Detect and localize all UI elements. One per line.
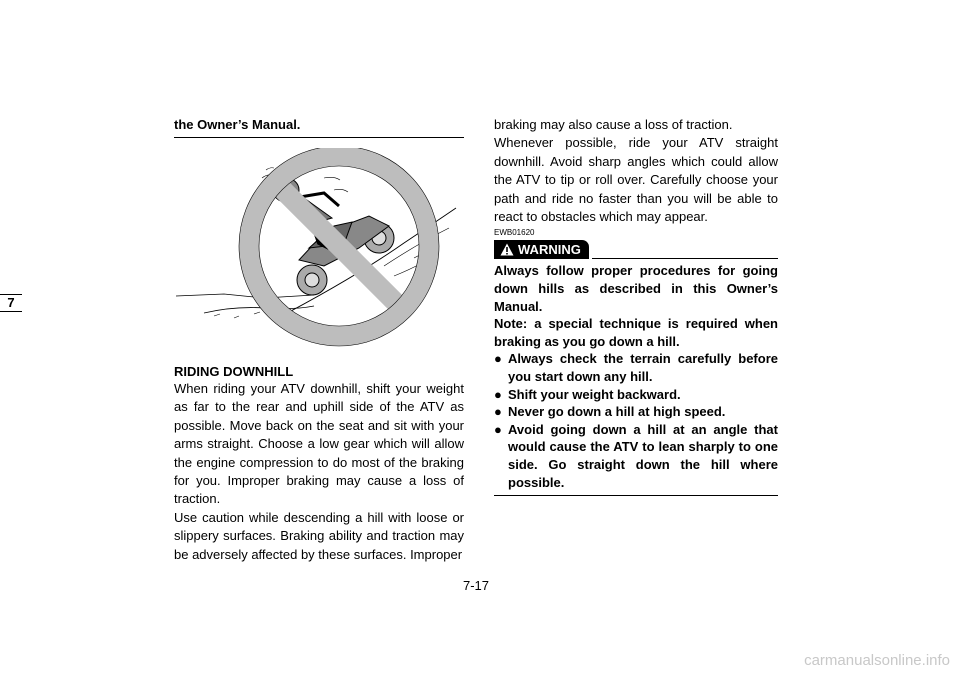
page-number: 7-17 (463, 578, 490, 593)
warning-body (494, 262, 778, 491)
bullet-icon: ● (494, 421, 502, 437)
warning-paragraph: Note: a special technique is required when braking as you go down a hill. (494, 316, 778, 349)
right-paragraph: Whenever possible, ride your ATV straight downhill. Avoid sharp angles which could allow the ATV to tip or roll over. Carefully choose your path and ride no faster than you will be able to react to obstacles which may appear. (494, 135, 778, 225)
list-item: ● Shift your weight backward. (494, 386, 681, 402)
bullet-icon: ● (494, 351, 502, 367)
warning-header (494, 239, 778, 259)
left-body (174, 380, 464, 564)
warning-paragraph: Always follow proper procedures for going down hills as described in this Owner’s Manual. (494, 263, 778, 314)
warning-rule (592, 258, 778, 259)
warning-end-rule (494, 495, 778, 496)
downhill-illustration (174, 148, 464, 360)
left-paragraph: Use caution while descending a hill with loose or slippery surfaces. Braking ability and traction may be adversely affected by these surfaces. Improper (174, 509, 464, 562)
section-heading: RIDING DOWNHILL (174, 364, 294, 379)
left-column (174, 116, 464, 138)
list-item: ● Always check the terrain carefully before you start down any hill. (494, 351, 778, 384)
subtitle-rule (174, 137, 464, 138)
warning-label: WARNING (518, 241, 581, 257)
right-body (494, 116, 778, 226)
left-paragraph: When riding your ATV downhill, shift your weight as far to the rear and uphill side of the ATV as possible. Move back on the seat and sit with your arms straight. Choose a low gear which will allow the engine compression to do most of the braking for you. Improper braking may cause a loss of traction. (174, 381, 464, 507)
bullet-icon: ● (494, 404, 502, 420)
warning-badge (494, 240, 589, 259)
bullet-icon: ● (494, 386, 502, 402)
section-subtitle: the Owner’s Manual. (174, 117, 301, 132)
list-item: ● Avoid going down a hill at an angle that would cause the ATV to lean sharply to one side. Go straight down the hill where possible. (494, 421, 778, 490)
prohibited-angle-illustration (174, 148, 464, 360)
warning-triangle-icon (500, 243, 514, 256)
warning-bullet-list (494, 350, 778, 491)
watermark: carmanualsonline.info (804, 652, 950, 669)
list-item: ● Never go down a hill at high speed. (494, 404, 726, 420)
right-paragraph: braking may also cause a loss of traction. (494, 117, 733, 132)
right-column (494, 116, 778, 496)
chapter-tab: 7 (0, 294, 22, 312)
warning-code: EWB01620 (494, 228, 535, 238)
